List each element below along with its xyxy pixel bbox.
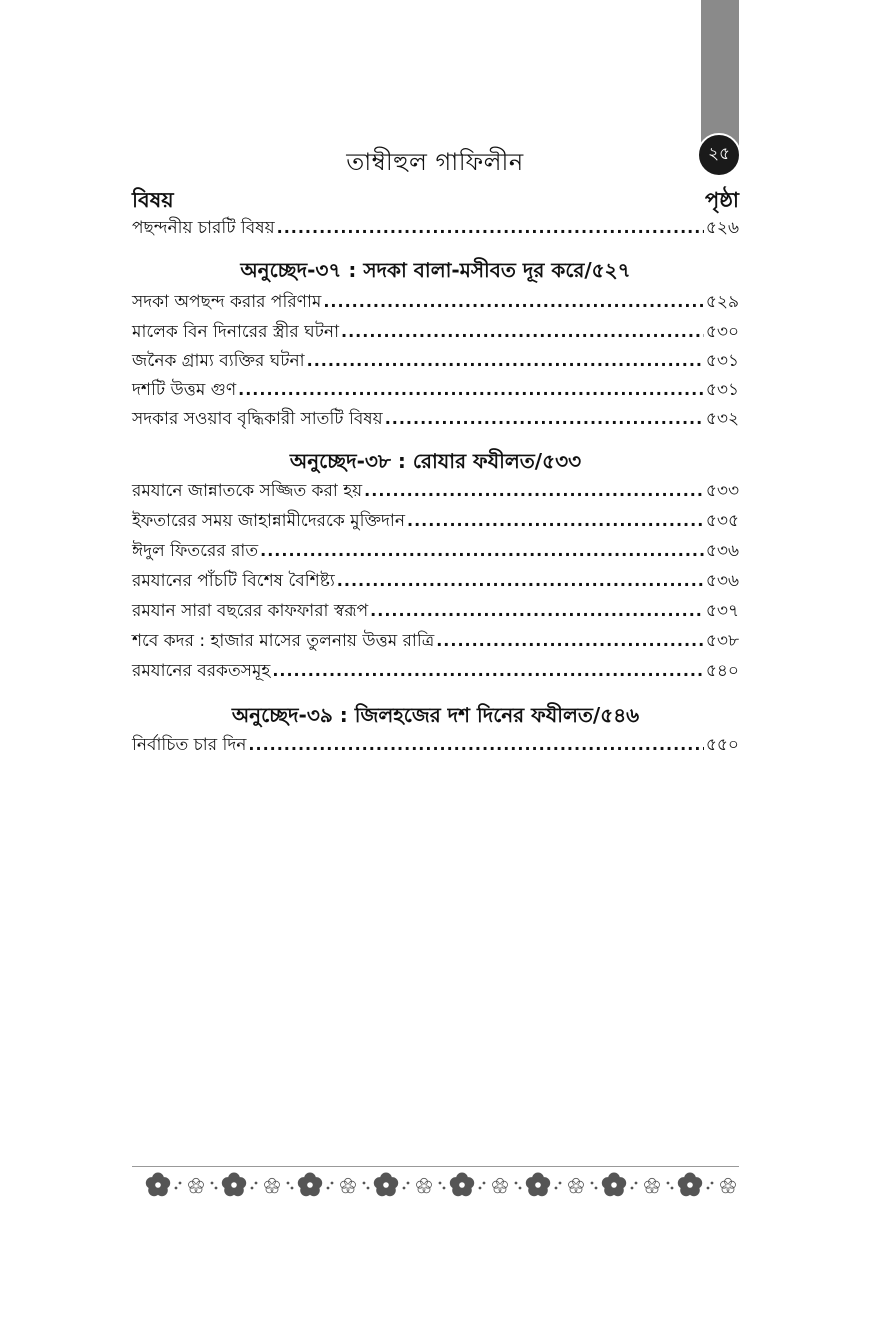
toc-entry-title: ঈদুল ফিতরের রাত xyxy=(132,541,259,561)
toc-entry-page: ৫৩৫ xyxy=(705,511,739,531)
toc-entry-page: ৫৩৩ xyxy=(705,481,739,501)
ornament-dot xyxy=(407,1182,410,1185)
ornament-dot xyxy=(631,1187,634,1190)
ornament-dot xyxy=(635,1182,638,1185)
toc-entry-title: জনৈক গ্রাম্য ব্যক্তির ঘটনা xyxy=(132,351,305,371)
section-heading[interactable]: অনুচ্ছেদ-৩৯ : জিলহজের দশ দিনের ফযীলত/৫৪৬ xyxy=(231,703,640,727)
footer-rule xyxy=(132,1166,739,1167)
toc-entry-title: সদকার সওয়াব বৃদ্ধিকারী সাতটি বিষয় xyxy=(132,409,383,429)
toc-entry-title: সদকা অপছন্দ করার পরিণাম xyxy=(132,292,322,312)
ornament-dot xyxy=(483,1182,486,1185)
flower-icon xyxy=(374,1173,398,1196)
ornament-dot xyxy=(439,1182,442,1185)
flower-icon xyxy=(678,1173,702,1196)
small-flower-icon xyxy=(645,1178,660,1193)
toc-entry-title: নির্বাচিত চার দিন xyxy=(132,735,247,755)
toc-entry-title: মালেক বিন দিনারের স্ত্রীর ঘটনা xyxy=(132,322,340,342)
flower-icon xyxy=(222,1173,246,1196)
leader-dots xyxy=(370,597,704,625)
flower-icon xyxy=(450,1173,474,1196)
flower-icon xyxy=(602,1173,626,1196)
toc-entry-page: ৫৩০ xyxy=(705,322,739,342)
subject-label: বিষয় xyxy=(132,188,174,212)
leader-dots xyxy=(260,537,704,565)
flower-icon xyxy=(298,1173,322,1196)
ornament-dot xyxy=(667,1182,670,1185)
toc-entry-page: ৫২৯ xyxy=(705,292,739,312)
leader-dots xyxy=(238,376,704,404)
toc-entry[interactable] xyxy=(132,567,739,595)
toc-entry-title: দশটি উত্তম গুণ xyxy=(132,380,237,400)
toc-entry-title: শবে কদর : হাজার মাসের তুলনায় উত্তম রাত্রি xyxy=(132,631,435,651)
flower-icon xyxy=(146,1173,170,1196)
leader-dots xyxy=(307,347,704,375)
toc-entry[interactable] xyxy=(132,537,739,565)
leader-dots xyxy=(341,318,704,346)
leader-dots xyxy=(323,288,704,316)
ornament-dot xyxy=(479,1187,482,1190)
ornament-dot xyxy=(711,1182,714,1185)
toc-entry-page: ৫৩১ xyxy=(705,351,739,371)
small-flower-icon xyxy=(341,1178,356,1193)
toc-entry[interactable] xyxy=(132,288,739,316)
toc-entry[interactable] xyxy=(132,376,739,404)
ornament-dot xyxy=(595,1187,598,1190)
ornament-dot xyxy=(211,1182,214,1185)
toc-entry-page: ৫৩৬ xyxy=(705,571,739,591)
toc-entry[interactable] xyxy=(132,507,739,535)
ornament-dot xyxy=(287,1182,290,1185)
leader-dots xyxy=(364,477,704,505)
small-flower-icon xyxy=(417,1178,432,1193)
toc-entry-page: ৫৩৭ xyxy=(705,601,739,621)
small-flower-icon xyxy=(569,1178,584,1193)
ornament-dot xyxy=(363,1182,366,1185)
ornament-dot xyxy=(175,1187,178,1190)
toc-entry-page: ৫৩৮ xyxy=(705,631,739,651)
ornament-dot xyxy=(367,1187,370,1190)
toc-entry-page: ৫৫০ xyxy=(705,735,739,755)
toc-entry[interactable] xyxy=(132,731,739,759)
ornament-dot xyxy=(331,1182,334,1185)
toc-entry[interactable] xyxy=(132,318,739,346)
toc-entry[interactable] xyxy=(132,477,739,505)
page-number: ২৫ xyxy=(707,144,731,164)
toc-entry[interactable] xyxy=(132,347,739,375)
toc-entry-title: রমযান সারা বছরের কাফফারা স্বরূপ xyxy=(132,601,369,621)
ornament-dot xyxy=(403,1187,406,1190)
page-number-badge xyxy=(697,133,741,177)
page-label: পৃষ্ঠা xyxy=(704,188,739,212)
ornament-dot xyxy=(255,1182,258,1185)
toc-entry-page: ৫২৬ xyxy=(705,218,739,238)
toc-entry-page: ৫৩১ xyxy=(705,380,739,400)
ornament-dot xyxy=(707,1187,710,1190)
toc-entry[interactable] xyxy=(132,405,739,433)
leader-dots xyxy=(337,567,704,595)
toc-entry-title: রমযানের বরকতসমূহ xyxy=(132,661,271,681)
small-flower-icon xyxy=(721,1178,736,1193)
ornament-dot xyxy=(591,1182,594,1185)
ornament-dot xyxy=(443,1187,446,1190)
section-heading[interactable]: অনুচ্ছেদ-৩৭ : সদকা বালা-মসীবত দূর করে/৫২৭ xyxy=(240,258,631,282)
ornament-dot xyxy=(559,1182,562,1185)
leader-dots xyxy=(277,214,704,242)
toc-entry-page: ৫৩৬ xyxy=(705,541,739,561)
ornament-dot xyxy=(251,1187,254,1190)
ornament-dot xyxy=(555,1187,558,1190)
floral-border xyxy=(132,1170,739,1200)
ornament-dot xyxy=(179,1182,182,1185)
toc-entry[interactable] xyxy=(132,214,739,242)
ornament-dot xyxy=(291,1187,294,1190)
toc-entry-title: পছন্দনীয় চারটি বিষয় xyxy=(132,218,275,238)
small-flower-icon xyxy=(265,1178,280,1193)
toc-entry[interactable] xyxy=(132,627,739,655)
leader-dots xyxy=(407,507,704,535)
ornament-dot xyxy=(515,1182,518,1185)
leader-dots xyxy=(272,657,704,685)
small-flower-icon xyxy=(189,1178,204,1193)
thumb-tab xyxy=(701,0,739,150)
ornament-dot xyxy=(215,1187,218,1190)
toc-entry-title: ইফতারের সময় জাহান্নামীদেরকে মুক্তিদান xyxy=(132,511,405,531)
leader-dots xyxy=(385,405,704,433)
toc-entry-page: ৫৪০ xyxy=(705,661,739,681)
toc-entry-title: রমযানে জান্নাতকে সজ্জিত করা হয় xyxy=(132,481,363,501)
toc-entry[interactable] xyxy=(132,597,739,625)
ornament-dot xyxy=(519,1187,522,1190)
small-flower-icon xyxy=(493,1178,508,1193)
section-heading[interactable]: অনুচ্ছেদ-৩৮ : রোযার ফযীলত/৫৩৩ xyxy=(289,449,582,473)
toc-entry-title: রমযানের পাঁচটি বিশেষ বৈশিষ্ট্য xyxy=(132,571,335,591)
leader-dots xyxy=(436,627,704,655)
toc-entry[interactable] xyxy=(132,657,739,685)
book-title: তাম্বীহুল গাফিলীন xyxy=(346,148,524,176)
leader-dots xyxy=(248,731,703,759)
flower-icon xyxy=(526,1173,550,1196)
ornament-dot xyxy=(327,1187,330,1190)
ornament-dot xyxy=(671,1187,674,1190)
toc-entry-page: ৫৩২ xyxy=(705,409,739,429)
